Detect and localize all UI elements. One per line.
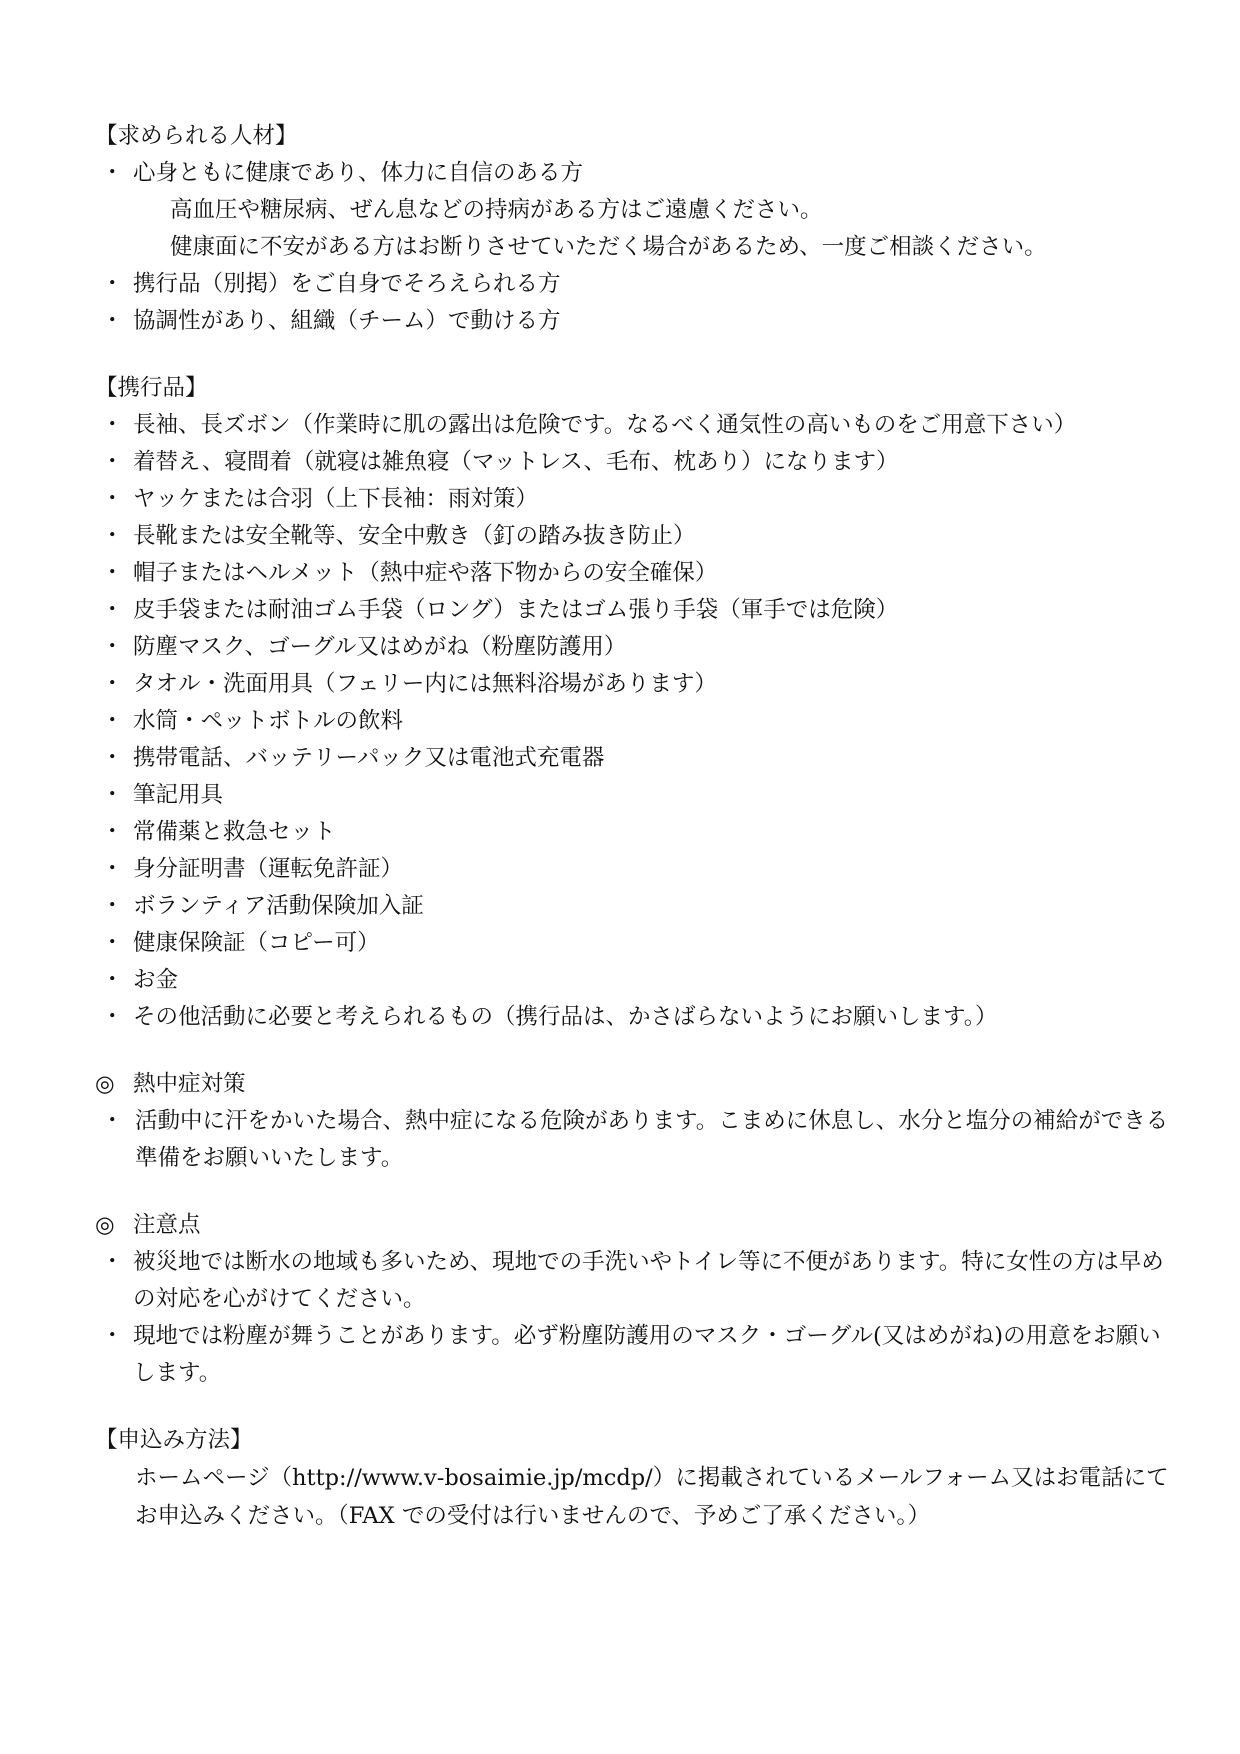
belonging-text: その他活動に必要と考えられるもの（携行品は、かさばらないようにお願いします。） [133, 1004, 998, 1030]
bullet: ・ [101, 523, 124, 549]
bullet: ・ [101, 967, 124, 993]
list-item [95, 592, 1175, 629]
bullet: ・ [101, 560, 124, 586]
requirement-text: 協調性があり、組織（チーム）で動ける方 [133, 308, 561, 334]
bullet: ・ [101, 856, 124, 882]
list-item [95, 555, 1175, 592]
list-item [95, 925, 1175, 962]
bullet: ・ [101, 308, 124, 334]
belonging-text: お金 [133, 967, 179, 993]
belonging-text: 筆記用具 [133, 782, 224, 808]
list-item [95, 1244, 1175, 1318]
list-item [95, 777, 1175, 814]
list-item [95, 407, 1175, 444]
requirement-note: 健康面に不安がある方はお断りさせていただく場合があるため、一度ご相談ください。 [170, 234, 1047, 260]
bullet: ・ [101, 486, 124, 512]
requirement-note: 高血圧や糖尿病、ぜん息などの持病がある方はご遠慮ください。 [170, 197, 823, 223]
bullet: ・ [101, 160, 124, 186]
double-circle-icon: ◎ [95, 1071, 115, 1097]
bullet: ・ [101, 1108, 124, 1134]
heatstroke-text: 活動中に汗をかいた場合、熱中症になる危険があります。こまめに休息し、水分と塩分の補給ができる準備をお願いいたします。 [135, 1108, 1169, 1171]
requirement-text: 携行品（別掲）をご自身でそろえられる方 [133, 271, 561, 297]
list-item [95, 851, 1175, 888]
list-item [95, 740, 1175, 777]
bullet: ・ [101, 1004, 124, 1030]
belonging-text: 皮手袋または耐油ゴム手袋（ロング）またはゴム張り手袋（軍手では危険） [133, 597, 899, 623]
bullet: ・ [101, 597, 124, 623]
list-item [95, 444, 1175, 481]
belonging-text: 長靴または安全靴等、安全中敷き（釘の踏み抜き防止） [133, 523, 696, 549]
belonging-text: 長袖、長ズボン（作業時に肌の露出は危険です。なるべく通気性の高いものをご用意下さい） [133, 412, 1077, 438]
bullet: ・ [101, 1249, 124, 1275]
belongings-list [95, 407, 1175, 1036]
list-item [95, 481, 1175, 518]
caution-text: 被災地では断水の地域も多いため、現地での手洗いやトイレ等に不便があります。特に女性の方は早めの対応を心がけてください。 [133, 1249, 1164, 1312]
belonging-text: 防塵マスク、ゴーグル又はめがね（粉塵防護用） [133, 634, 627, 660]
bullet: ・ [101, 271, 124, 297]
bullet: ・ [101, 412, 124, 438]
application-heading: 【申込み方法】 [95, 1427, 253, 1453]
list-item [95, 303, 1175, 340]
cautions-heading [95, 1207, 1175, 1244]
belonging-text: 着替え、寝間着（就寝は雑魚寝（マットレス、毛布、枕あり）になります） [133, 449, 899, 475]
bullet: ・ [101, 634, 124, 660]
list-item [95, 962, 1175, 999]
belonging-text: 帽子またはヘルメット（熱中症や落下物からの安全確保） [133, 560, 718, 586]
heatstroke-title: 熱中症対策 [133, 1071, 246, 1097]
belonging-text: 携帯電話、バッテリーパック又は電池式充電器 [133, 745, 605, 771]
belonging-text: タオル・洗面用具（フェリー内には無料浴場があります） [133, 671, 717, 697]
belongings-heading: 【携行品】 [95, 375, 208, 401]
belonging-text: 健康保険証（コピー可） [133, 930, 380, 956]
bullet: ・ [101, 708, 124, 734]
list-item [95, 1103, 1175, 1177]
bullet: ・ [101, 745, 124, 771]
belonging-text: 身分証明書（運転免許証） [133, 856, 404, 882]
list-item [95, 1318, 1175, 1392]
belonging-text: ヤッケまたは合羽（上下長袖：雨対策） [133, 486, 539, 512]
bullet: ・ [101, 930, 124, 956]
bullet: ・ [101, 819, 124, 845]
bullet: ・ [101, 782, 124, 808]
list-item [95, 629, 1175, 666]
belonging-text: 水筒・ペットボトルの飲料 [133, 708, 404, 734]
belonging-text: 常備薬と救急セット [133, 819, 336, 845]
application-text: ホームページ（http://www.v-bosaimie.jp/mcdp/）に掲載されているメールフォーム又はお電話にてお申込みください。（FAX での受付は行いませんので、予めご了承ください。） [135, 1465, 1169, 1529]
list-item [95, 155, 1175, 192]
bullet: ・ [101, 893, 124, 919]
belonging-text: ボランティア活動保険加入証 [133, 893, 424, 919]
document-page [95, 118, 1175, 1535]
cautions-title: 注意点 [133, 1212, 201, 1238]
list-item [95, 266, 1175, 303]
bullet: ・ [101, 671, 124, 697]
list-item [95, 518, 1175, 555]
list-item [95, 888, 1175, 925]
heatstroke-heading [95, 1066, 1175, 1103]
requirements-heading: 【求められる人材】 [95, 123, 298, 149]
list-item [95, 703, 1175, 740]
bullet: ・ [101, 449, 124, 475]
double-circle-icon: ◎ [95, 1212, 115, 1238]
list-item [95, 999, 1175, 1036]
list-item [95, 666, 1175, 703]
requirement-text: 心身ともに健康であり、体力に自信のある方 [133, 160, 584, 186]
list-item [95, 814, 1175, 851]
caution-text: 現地では粉塵が舞うことがあります。必ず粉塵防護用のマスク・ゴーグル(又はめがね)の用意をお願いします。 [133, 1323, 1161, 1386]
bullet: ・ [101, 1323, 124, 1349]
